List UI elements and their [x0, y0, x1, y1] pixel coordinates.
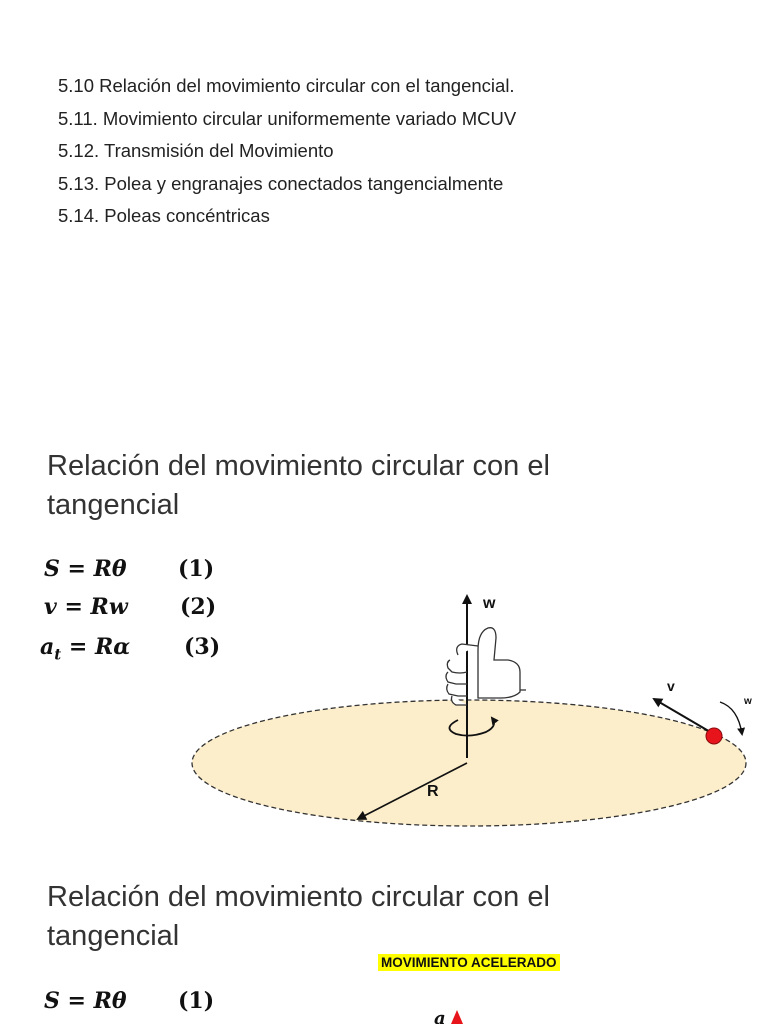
axis-w-label: w: [483, 595, 496, 612]
rotation-w-label: w: [744, 696, 752, 707]
toc-item: 5.14. Poleas concéntricas: [58, 205, 270, 227]
toc-item: 5.13. Polea y engranajes conectados tangencialmente: [58, 172, 504, 194]
velocity-v-label: v: [667, 678, 675, 694]
slide2-equation-1-number: (1): [178, 988, 215, 1014]
equation-2-number: (2): [180, 594, 217, 620]
rotating-disk: [192, 700, 746, 826]
equation-3-rest: = Rα: [61, 634, 131, 660]
toc-item: 5.10 Relación del movimiento circular con el tangencial.: [58, 75, 515, 96]
equation-3-symbol: a: [40, 634, 55, 660]
equation-1-number: (1): [178, 556, 215, 582]
slide2-equation-1: S = Rθ: [44, 988, 127, 1014]
angular-rotation-arrow: [720, 702, 742, 734]
radius-r-label: R: [427, 783, 439, 800]
rotating-particle: [706, 728, 722, 744]
acceleration-a-label: a: [434, 1008, 446, 1024]
hand-icon: [446, 628, 526, 705]
equation-3-number: (3): [184, 634, 221, 660]
toc-item: 5.11. Movimiento circular uniformemente variado MCUV: [58, 107, 517, 129]
acceleration-arrow: [451, 1010, 463, 1024]
slide1-title: Relación del movimiento circular con el tangencial: [47, 450, 550, 521]
equation-3-subscript: t: [54, 645, 62, 664]
accelerated-motion-badge: MOVIMIENTO ACELERADO: [378, 954, 560, 971]
toc-item: 5.12. Transmisión del Movimiento: [58, 140, 334, 162]
equation-1: S = Rθ: [44, 556, 127, 582]
equation-2: v = Rw: [44, 594, 128, 620]
slide2-title: Relación del movimiento circular con el tangencial: [47, 881, 550, 952]
